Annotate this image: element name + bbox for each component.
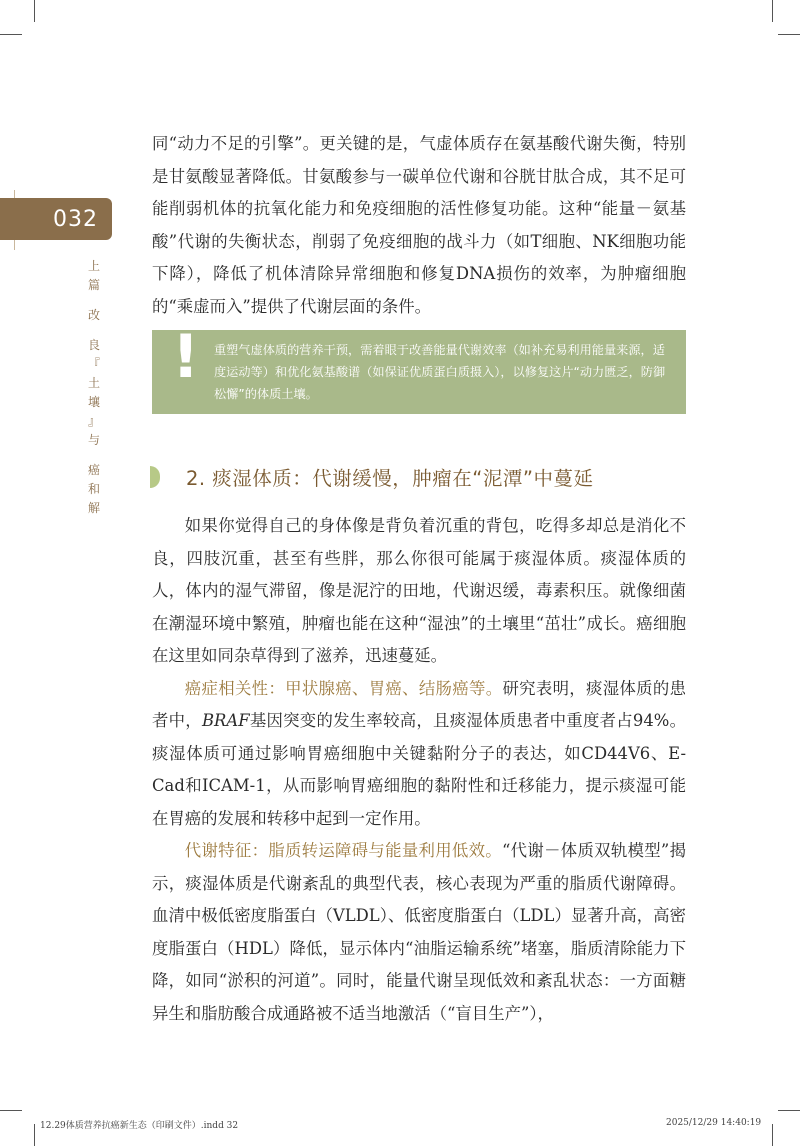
footer-timestamp: 2025/12/29 14:40:19 — [666, 1118, 762, 1128]
crop-mark — [772, 1124, 773, 1146]
page-number-tab — [0, 198, 112, 240]
exclamation-icon: ! — [172, 322, 200, 392]
page-number: 032 — [53, 206, 98, 232]
part-title-char: 』 — [87, 414, 100, 428]
crop-mark — [34, 0, 35, 22]
part-title-char: 篇 — [87, 278, 100, 292]
part-title-char: 壤 — [87, 395, 100, 409]
part-title-char: 改 — [87, 308, 100, 322]
part-title-vertical — [86, 258, 102, 519]
crop-mark — [778, 34, 800, 35]
paragraph-highlight: 代谢特征：脂质转运障碍与能量利用低效。 — [184, 841, 502, 860]
half-circle-bullet-icon — [150, 466, 160, 488]
part-title-char: 良 — [87, 338, 100, 352]
crop-mark — [772, 0, 773, 22]
crop-mark — [0, 1110, 22, 1111]
paragraph: 如果你觉得自己的身体像是背负着沉重的背包，吃得多却总是消化不良，四肢沉重，甚至有些胖，那么你很可能属于痰湿体质。痰湿体质的人，体内的湿气滞留，像是泥泞的田地，代谢迟缓，毒素积压。就像细菌在潮湿环境中繁殖，肿瘤也能在这种“湿浊”的土壤里“茁壮”成长。癌细胞在这里如同杂草得到了滋养，迅速蔓延。 — [152, 516, 686, 665]
crop-mark — [778, 1110, 800, 1111]
footer-filename: 12.29体质营养抗癌新生态（印刷文件）.indd 32 — [40, 1121, 239, 1131]
part-title-char: 『 — [87, 357, 100, 371]
crop-mark — [34, 1124, 35, 1146]
crop-mark — [0, 34, 22, 35]
part-title-char: 与 — [87, 433, 100, 447]
tip-callout — [152, 330, 686, 414]
paragraph: 同“动力不足的引擎”。更关键的是，气虚体质存在氨基酸代谢失衡，特别是甘氨酸显著降低。甘氨酸参与一碳单位代谢和谷胱甘肽合成，其不足可能削弱机体的抗氧化能力和免疫细胞的活性修复功能。这种“能量－氨基酸”代谢的失衡状态，削弱了免疫细胞的战斗力（如T细胞、NK细胞功能下降），降低了机体清除异常细胞和修复DNA损伤的效率，为肿瘤细胞的“乘虚而入”提供了代谢层面的条件。 — [152, 134, 686, 316]
paragraph: 癌症相关性：甲状腺癌、胃癌、结肠癌等。研究表明，痰湿体质的患者中，BRAF基因突变的发生率较高，且痰湿体质患者中重度者占94%。痰湿体质可通过影响胃癌细胞中关键黏附分子的表达，如CD44V6、E-Cad和ICAM-1，从而影响胃癌细胞的黏附性和迁移能力，提示痰湿可能在胃癌的发展和转移中起到一定作用。 — [152, 678, 687, 828]
part-title-char: 上 — [87, 259, 100, 273]
gene-name: BRAF — [201, 711, 250, 730]
part-title-char: 癌 — [87, 463, 100, 477]
section-body — [152, 510, 686, 1030]
section-heading — [150, 462, 594, 492]
paragraph: 代谢特征：脂质转运障碍与能量利用低效。“代谢－体质双轨模型”揭示，痰湿体质是代谢紊乱的典型代表，核心表现为严重的脂质代谢障碍。血清中极低密度脂蛋白（VLDL）、低密度脂蛋白（LDL）显著升高，高密度脂蛋白（HDL）降低，显示体内“油脂运输系统”堵塞，脂质清除能力下降，如同“淤积的河道”。同时，能量代谢呈现低效和紊乱状态：一方面糖异生和脂肪酸合成通路被不适当地激活（“盲目生产”）， — [152, 841, 687, 1023]
top-paragraph — [152, 128, 686, 323]
part-title-char: 和 — [87, 482, 100, 496]
section-heading-text: 2. 痰湿体质：代谢缓慢，肿瘤在“泥潭”中蔓延 — [186, 467, 594, 490]
part-title-char: 土 — [87, 376, 100, 390]
paragraph-highlight: 癌症相关性：甲状腺癌、胃癌、结肠癌等。 — [184, 678, 503, 698]
callout-text: 重塑气虚体质的营养干预，需着眼于改善能量代谢效率（如补充易利用能量来源，适度运动等）和优化氨基酸谱（如保证优质蛋白质摄入），以修复这片“动力匮乏，防御松懈”的体质土壤。 — [214, 343, 666, 401]
part-title-char: 解 — [87, 501, 100, 515]
